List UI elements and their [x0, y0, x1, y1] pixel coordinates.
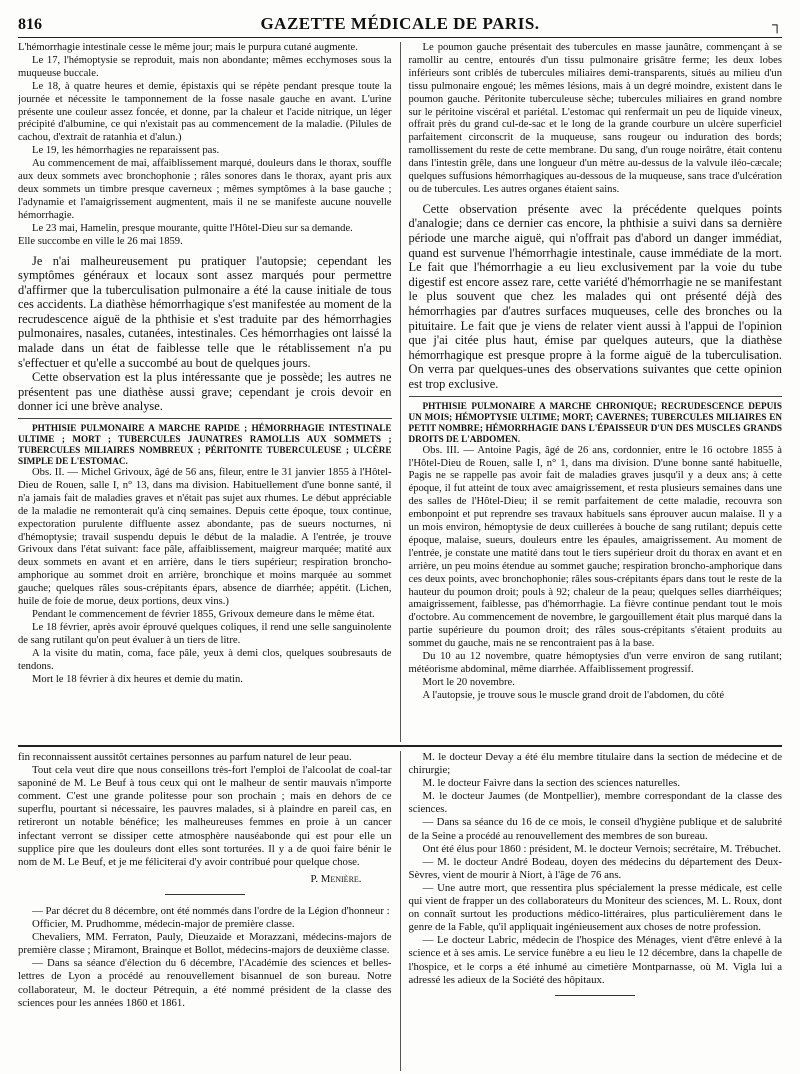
news-item: — Par décret du 8 décembre, ont été nommés dans l'ordre de la Légion d'honneur :: [32, 904, 390, 917]
paragraph: Mort le 20 novembre.: [422, 676, 515, 688]
divider: [409, 396, 783, 397]
news-item: M. le docteur Jaumes (de Montpellier), membre correspondant de la classe des sciences.: [408, 790, 782, 816]
paragraph: A l'autopsie, je trouve sous le muscle grand droit de l'abdomen, du côté: [422, 689, 725, 701]
paragraph: Au commencement de mai, affaiblissement marqué, douleurs dans le thorax, souffle aux deux sommets avec bronchophonie ; râles sonores dans le thorax, ayant pris aux deux sommets un timbre presque caverneux ; mêmes symptômes à la base gauche ; l'adynamie et l'amaigrissement augmentent, mais il ne se manifeste aucune nouvelle hémorrhagie.: [18, 158, 392, 221]
news-item: — Une autre mort, que ressentira plus spécialement la presse médicale, est celle qui vient de frapper un des collaborateurs du Moniteur des sciences, M. L. Roux, dont on connaît surtout les productions médico-littéraires, plus particulièrement dans le genre de la Fable, qu'il appliquait ingénieusement aux choses de notre profession.: [408, 881, 782, 934]
paragraph: Le 18 février, après avoir éprouvé quelques coliques, il rend une selle sanguinolente de sang rutilant qu'on peut évaluer à un tiers de litre.: [18, 621, 392, 646]
paragraph: Le 23 mai, Hamelin, presque mourante, quitte l'Hôtel-Dieu sur sa demande.: [32, 222, 353, 234]
paragraph: A la visite du matin, coma, face pâle, yeux à demi clos, quelques soubresauts de tendons.: [18, 647, 392, 672]
journal-title: GAZETTE MÉDICALE DE PARIS.: [260, 14, 540, 33]
right-column: [401, 42, 783, 742]
paragraph: L'hémorrhagie intestinale cesse le même jour; mais le purpura cutané augmente.: [18, 42, 358, 53]
short-rule: [555, 995, 635, 996]
paragraph: Cette observation présente avec la précédente quelques points d'analogie; dans ce dernier cas encore, la phthisie a suivi dans sa dernière période une marche aiguë, qui n'offrait pas d'abord un danger immédiat, quand est survenue l'hémorrhagie intestinale, cause immédiate de la mort. Le fait que l'hémorrhagie a eu lieu exclusivement par la voie du tube digestif est encore assez rare, cette variété d'hémorrhagie ne se manifestant le plus souvent que chez les malades qui ont présenté déjà des hémorrhagies par d'autres surfaces muqueuses, celle des bronches ou la pituitaire. Le fait que je viens de relater vient aussi à l'appui de l'opinion que j'ai citée plus haut, émise par quelques auteurs, que la diathèse hémorrhagique est presque propre à la forme aiguë de la tuberculisation. On verra par quelques-unes des observations suivantes que cette opinion est trop exclusive.: [408, 201, 782, 391]
page-number: 816: [18, 16, 42, 33]
case-heading: PHTHISIE PULMONAIRE A MARCHE CHRONIQUE; RECRUDESCENCE DEPUIS UN MOIS; HÉMOPTYSIE ULTIME; MORT; CAVERNES; TUBERCULES MILIAIRES EN PETIT NOMBRE; HÉMORRHAGIE DANS L'ÉPAISSEUR D'UN DES MUSCLES GRANDS DROITS DE L'ABDOMEN.: [408, 400, 782, 444]
news-item: M. le docteur Devay a été élu membre titulaire dans la section de médecine et de chirurgie;: [408, 751, 782, 777]
news-item: — M. le docteur André Bodeau, doyen des médecins du département des Deux-Sèvres, vient de mourir à Niort, à l'âge de 76 ans.: [408, 855, 782, 881]
corner-mark: ┐: [772, 18, 782, 33]
paragraph: fin reconnaissent aussitôt certaines personnes au parfum naturel de leur peau.: [18, 751, 352, 763]
paragraph: Pendant le commencement de février 1855, Grivoux demeure dans le même état.: [32, 609, 375, 620]
paragraph: Je n'ai malheureusement pu pratiquer l'autopsie; cependant les symptômes généraux et locaux sont assez marqués pour permettre d'affirmer que la tuberculisation pulmonaire a été la cause initiale de tous ces accidents. La diathèse hémorrhagique s'est manifestée au moment de la recrudescence aiguë de la phthisie et s'est traduite par des hémorrhagies pulmonaires, nasales, cutanées, intestinales. Ces hémorrhagies ont laissé la malade dans un état de faiblesse telle que le rétablissement n'a pu s'effectuer et qu'elle a succombé au bout de quelques jours.: [18, 253, 392, 370]
short-rule: [165, 894, 245, 895]
paragraph: Du 10 au 12 novembre, quatre hémoptysies d'un verre environ de sang rutilant; météorisme abdominal, même diarrhée. Affaiblissement progressif.: [408, 651, 782, 675]
news-item: Chevaliers, MM. Ferraton, Pauly, Dieuzaide et Morazzani, médecins-majors de première classe ; Miramont, Brainque et Bollot, médecins-majors de deuxième classe.: [18, 931, 392, 957]
feuilleton-and-news: [18, 751, 782, 1071]
author-signature: P. Menière.: [310, 872, 362, 885]
case-heading: PHTHISIE PULMONAIRE A MARCHE RAPIDE ; HÉMORRHAGIE INTESTINALE ULTIME ; MORT ; TUBERCULES JAUNATRES RAMOLLIS AUX SOMMETS ; TUBERCULES MILIAIRES NOMBREUX ; PÉRITONITE TUBERCULEUSE ; ULCÈRE SIMPLE DE L'ESTOMAC.: [18, 423, 392, 467]
bottom-right-column: [401, 751, 783, 1071]
news-item: — Le docteur Labric, médecin de l'hospice des Ménages, vient d'être enlevé à la science et à ses amis. Le service funèbre a eu lieu le 12 décembre, dans la chapelle de l'hospice, et le corps a été inhumé au cimetière Montparnasse, où M. Vigla lui a adressé les adieux de la Société des hôpitaux.: [408, 934, 782, 986]
paragraph: Cette observation est la plus intéressante que je possède; les autres ne présentent pas une diathèse aussi grave; cependant je crois devoir en donner ici une brève analyse.: [18, 370, 392, 414]
page-header: [18, 14, 782, 38]
section-divider: [18, 745, 782, 747]
left-column: [18, 42, 401, 742]
news-item: — Dans sa séance d'élection du 6 décembre, l'Académie des sciences et belles-lettres de Lyon a procédé au renouvellement bisannuel de son bureau. Notre collaborateur, M. le docteur Pétrequin, a été nommé président de la classe des sciences pour les années 1860 et 1861.: [18, 957, 392, 1009]
paragraph: Obs. II. — Michel Grivoux, âgé de 56 ans, fileur, entre le 31 janvier 1855 à l'Hôtel-Dieu de Rouen, salle I, n° 13, dans ma division. Habituellement d'une bonne santé, il n'a jamais fait de maladies graves et n'était pas sujet aux rhumes. Le début appréciable de la maladie ne remonterait qu'à cinq semaines. Depuis cette époque, toux continue, expectoration purulente diffluente assez abondante, pas de sueurs nocturnes, ni d'hémoptysie; travail suspendu depuis le début de la maladie. A l'entrée, je trouve Grivoux dans l'état suivant: face pâle, affaiblissement, maigreur marquée; matité aux deux sommets en avant et en arrière, dans le tiers supérieur; respiration broncho-amphorique au sommet droit en arrière, bronchique et moins marquée au sommet gauche; quelques râles sous-crépitants épars, absence de diarrhée; appétit. (Lichen, huile de foie de morue, deux portions, deux vins.): [18, 467, 392, 608]
paragraph: Le poumon gauche présentait des tubercules en masse jaunâtre, commençant à se ramollir au centre, entourés d'un tissu pulmonaire grisâtre ferme; les deux lobes inférieurs sont criblés de tubercules miliaires demi-transparents, situés au milieu d'un tissu pulmonaire engoué; les mêmes lésions, mais à un degré moindre, existent dans le poumon gauche. Péritonite tuberculeuse sèche; tubercules miliaires en grand nombre sur le péritoine viscéral et pariétal. L'estomac qui renfermait un peu de liquide vineux, offrait près du grand cul-de-sac et le long de la grande courbure un ulcère superficiel parfaitement circonscrit de la muqueuse, sans rougeur ou induration des bords; ramollissement du reste de cette membrane. Du sang, d'un rouge noirâtre, était contenu dans l'intestin grêle, dans une longueur d'un mètre au-dessus de la valvule iléo-cæcale; quelques suffusions hémorrhagiques au-dessous de la muqueuse, sans trace d'ulcération ou de tubercules. Les autres organes étaient sains.: [408, 42, 782, 195]
paragraph: Elle succombe en ville le 26 mai 1859.: [18, 235, 183, 247]
news-item: — Dans sa séance du 16 de ce mois, le conseil d'hygiène publique et de salubrité de la Seine a procédé au renouvellement des membres de son bureau.: [408, 816, 782, 842]
news-item: Ont été élus pour 1860 : président, M. le docteur Vernois; secrétaire, M. Trébuchet.: [422, 842, 781, 855]
paragraph: Tout cela veut dire que nous conseillons très-fort l'emploi de l'alcoolat de coal-tar saponiné de M. Le Beuf à tous ceux qui ont le malheur de sentir mauvais n'importe comment. C'est une grande politesse pour son prochain ; mais en dehors de ce superflu, pourtant si nécessaire, les pauvres malades, si à plaindre en pareil cas, en retireront un notable bénéfice; les malheureuses femmes en proie à un cancer infectant verront se dissiper cette atmosphère nauséabonde qui est pour elle un supplice pire que les douleurs dont elles sont torturées. Il y a de quoi faire bénir le nom de M. Le Beuf, et je me féliciterai d'y avoir contribué pour quelque chose.: [18, 764, 392, 868]
divider: [18, 418, 392, 419]
news-item: Officier, M. Prudhomme, médecin-major de première classe.: [32, 918, 295, 931]
paragraph: Le 19, les hémorrhagies ne reparaissent pas.: [32, 145, 220, 157]
paragraph: Mort le 18 février à dix heures et demie du matin.: [32, 673, 243, 685]
paragraph: Le 17, l'hémoptysie se reproduit, mais non abondante; mêmes ecchymoses sous la muqueuse buccale.: [18, 54, 392, 79]
paragraph: Obs. III. — Antoine Pagis, âgé de 26 ans, cordonnier, entre le 16 octobre 1855 à l'Hôtel-Dieu de Rouen, salle I, n° 1, dans ma division. D'une bonne santé habituelle, Pagis ne se rappelle pas avoir fait de maladies graves jusqu'il y a deux ans; à cette époque, il fut atteint de toux avec amaigrissement, et resta plusieurs semaines dans une des salles de l'Hôtel-Dieu; il se remit parfaitement de cette maladie, recouvra son embonpoint et put reprendre ses travaux habituels sans éprouver aucun malaise. Il y a un mois environ, hémoptysie de deux cuillerées à bouche de sang rutilant; depuis cette époque, malaise, sueurs, douleurs entre les épaules, amaigrissement. Au moment de l'entrée, je constate une matité dans tout le tiers supérieur droit du thorax en avant et en arrière, un peu moins étendue au sommet gauche; respiration broncho-amphorique dans ces deux points, avec bronchophonie; râles sous-crépitants épars dans tout le reste de la hauteur du poumon droit; pouls à 92; chaleur de la peau; quelques selles diarrhéiques; amaigrissement, faiblesse, pas d'hémorrhagie. La fièvre continue pendant tout le mois d'octobre. Au commencement de novembre, le gargouillement était plus marqué dans la partie supérieure du poumon droit; des râles sous-crépitants s'étaient produits au sommet du gauche, mais ne se rencontraient pas à la base.: [408, 444, 782, 650]
main-article: [18, 42, 782, 742]
paragraph: Le 18, à quatre heures et demie, épistaxis qui se répète pendant presque toute la journée et nécessite le tamponnement de la fosse nasale gauche en avant. L'urine présente une couleur assez foncée, et donne, par la chaleur et l'acide nitrique, un léger précipité d'albumine, ce qui n'existait pas au commencement de la maladie. (Pilules de cachou, d'extrait de ratanhia et d'alun.): [18, 80, 392, 144]
bottom-left-column: [18, 751, 401, 1071]
news-item: M. le docteur Faivre dans la section des sciences naturelles.: [422, 777, 681, 790]
